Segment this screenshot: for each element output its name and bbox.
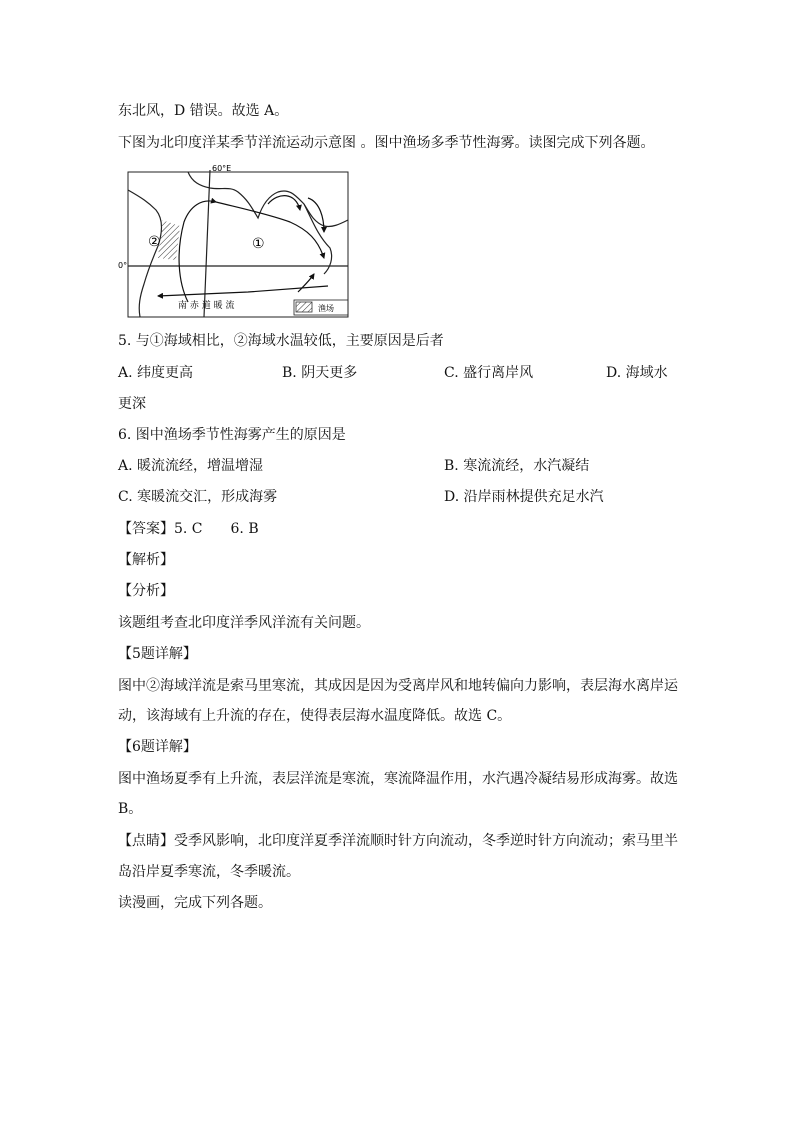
q6-option-a: A. 暖流流经，增温增湿 — [118, 458, 264, 474]
q6-option-c: C. 寒暖流交汇，形成海雾 — [118, 489, 278, 505]
q5-detail-line-1: 图中②海域洋流是索马里寒流，其成因是因为受离岸风和地转偏向力影响，表层海水离岸运 — [118, 678, 678, 694]
key-point-line-1: 【点睛】受季风影响，北印度洋夏季洋流顺时针方向流动，冬季逆时针方向流动；索马里半 — [118, 833, 678, 849]
q5-detail-heading: 【5题详解】 — [118, 646, 197, 662]
fenxi-heading: 【分析】 — [118, 583, 174, 599]
q6-detail-heading: 【6题详解】 — [118, 739, 197, 755]
key-point-line-2: 岛沿岸夏季寒流，冬季暖流。 — [118, 864, 300, 880]
q6-detail-line-2: B。 — [118, 801, 143, 817]
indian-ocean-current-map — [118, 162, 350, 320]
intro-line: 下图为北印度洋某季节洋流运动示意图 。图中渔场多季节性海雾。读图完成下列各题。 — [118, 135, 655, 151]
q5-detail-line-2: 动，该海域有上升流的存在，使得表层海水温度降低。故选 C。 — [118, 708, 512, 724]
q5-option-a: A. 纬度更高 — [118, 365, 194, 381]
question-6: 6. 图中渔场季节性海雾产生的原因是 — [118, 427, 346, 443]
q5-option-d-cont: 更深 — [118, 396, 146, 412]
region-2-label: ② — [148, 234, 161, 250]
lon-label: 60°E — [212, 164, 232, 173]
region-1-label: ① — [252, 236, 265, 252]
question-5: 5. 与①海域相比，②海域水温较低，主要原因是后者 — [118, 333, 444, 349]
last-line: 读漫画，完成下列各题。 — [118, 895, 272, 911]
q6-option-d: D. 沿岸雨林提供充足水汽 — [444, 489, 604, 505]
legend-label: 渔场 — [318, 304, 334, 313]
q5-option-d: D. 海域水 — [606, 365, 668, 381]
legend-swatch — [296, 302, 312, 312]
answer-line: 【答案】5. C 6. B — [118, 521, 259, 537]
line-1: 东北风，D 错误。故选 A。 — [118, 103, 289, 119]
q6-detail-line-1: 图中渔场夏季有上升流，表层洋流是寒流，寒流降温作用，水汽遇冷凝结易形成海雾。故选 — [118, 771, 678, 787]
lat-label: 0° — [118, 261, 128, 270]
current-name-label: 南 赤 道 暖 流 — [178, 301, 235, 311]
q6-option-b: B. 寒流流经，水汽凝结 — [444, 458, 590, 474]
q5-option-c: C. 盛行离岸风 — [444, 365, 534, 381]
fenxi-text: 该题组考查北印度洋季风洋流有关问题。 — [118, 615, 370, 631]
q5-option-b: B. 阴天更多 — [282, 365, 358, 381]
analysis-heading: 【解析】 — [118, 552, 174, 568]
